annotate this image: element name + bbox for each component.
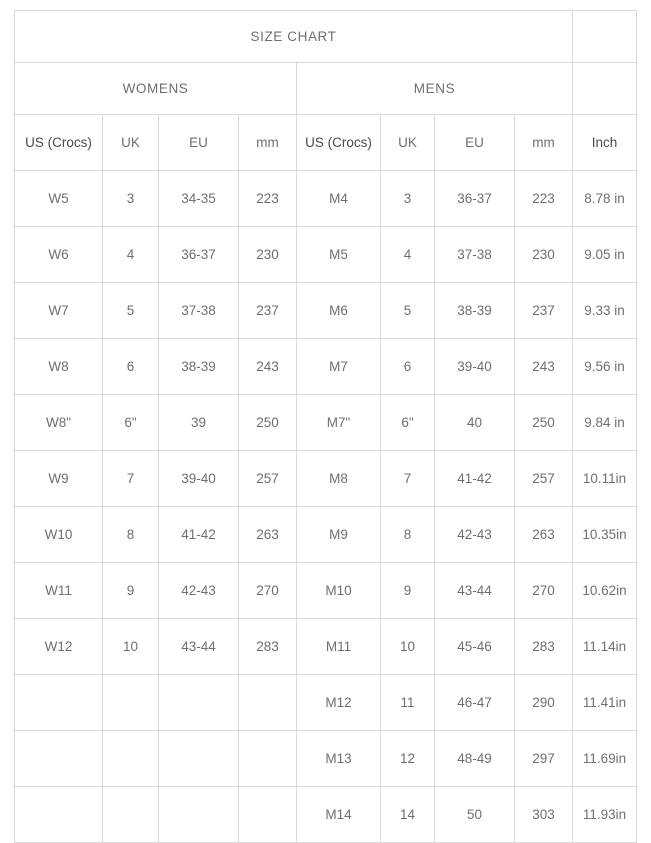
cell-womens-eu [159,675,239,731]
cell-womens-uk: 5 [103,283,159,339]
size-chart-body [15,11,637,843]
title-row [15,11,637,63]
cell-mens-uk: 12 [381,731,435,787]
cell-womens-mm: 270 [239,563,297,619]
cell-mens-mm: 263 [515,507,573,563]
cell-womens-us: W9 [15,451,103,507]
table-row [15,171,637,227]
header-womens-eu: EU [159,115,239,171]
cell-mens-eu: 36-37 [435,171,515,227]
group-mens: MENS [297,63,573,115]
header-mens-mm: mm [515,115,573,171]
cell-mens-uk: 9 [381,563,435,619]
cell-mens-uk: 5 [381,283,435,339]
cell-inch: 9.84 in [573,395,637,451]
cell-womens-us: W10 [15,507,103,563]
cell-mens-uk: 10 [381,619,435,675]
header-inch: Inch [573,115,637,171]
cell-inch: 9.33 in [573,283,637,339]
cell-womens-eu: 43-44 [159,619,239,675]
cell-womens-us: W8" [15,395,103,451]
cell-womens-uk: 4 [103,227,159,283]
cell-mens-mm: 257 [515,451,573,507]
cell-mens-mm: 223 [515,171,573,227]
cell-womens-us: W7 [15,283,103,339]
table-row [15,451,637,507]
cell-inch: 11.93in [573,787,637,843]
cell-womens-us: W6 [15,227,103,283]
table-row [15,227,637,283]
cell-mens-uk: 6" [381,395,435,451]
cell-inch: 10.62in [573,563,637,619]
table-row [15,619,637,675]
cell-womens-us: W5 [15,171,103,227]
cell-mens-us: M7 [297,339,381,395]
cell-womens-mm [239,731,297,787]
cell-mens-mm: 250 [515,395,573,451]
cell-inch: 9.56 in [573,339,637,395]
cell-mens-us: M13 [297,731,381,787]
cell-mens-us: M11 [297,619,381,675]
cell-womens-uk: 6 [103,339,159,395]
header-mens-uk: UK [381,115,435,171]
cell-womens-eu [159,731,239,787]
cell-womens-mm: 257 [239,451,297,507]
cell-inch: 11.14in [573,619,637,675]
cell-mens-uk: 11 [381,675,435,731]
cell-mens-mm: 237 [515,283,573,339]
cell-womens-mm: 237 [239,283,297,339]
cell-womens-uk: 6" [103,395,159,451]
header-mens-eu: EU [435,115,515,171]
table-row [15,507,637,563]
cell-mens-uk: 6 [381,339,435,395]
table-row [15,787,637,843]
cell-mens-eu: 43-44 [435,563,515,619]
cell-womens-us [15,675,103,731]
cell-mens-mm: 230 [515,227,573,283]
cell-mens-eu: 40 [435,395,515,451]
cell-mens-eu: 45-46 [435,619,515,675]
cell-mens-us: M14 [297,787,381,843]
cell-womens-eu: 41-42 [159,507,239,563]
cell-mens-eu: 48-49 [435,731,515,787]
cell-mens-mm: 270 [515,563,573,619]
cell-womens-mm [239,787,297,843]
table-row [15,675,637,731]
cell-mens-uk: 7 [381,451,435,507]
cell-inch: 9.05 in [573,227,637,283]
group-row-spacer [573,63,637,115]
cell-mens-eu: 39-40 [435,339,515,395]
cell-mens-uk: 4 [381,227,435,283]
table-row [15,283,637,339]
cell-womens-uk: 9 [103,563,159,619]
cell-womens-eu: 39-40 [159,451,239,507]
cell-womens-mm: 230 [239,227,297,283]
header-womens-us: US (Crocs) [15,115,103,171]
cell-mens-us: M9 [297,507,381,563]
cell-womens-us [15,787,103,843]
cell-mens-us: M7" [297,395,381,451]
cell-womens-us [15,731,103,787]
cell-inch: 10.11in [573,451,637,507]
header-row [15,115,637,171]
cell-mens-eu: 37-38 [435,227,515,283]
cell-mens-mm: 297 [515,731,573,787]
cell-womens-eu: 42-43 [159,563,239,619]
title-row-spacer [573,11,637,63]
cell-mens-us: M10 [297,563,381,619]
group-row [15,63,637,115]
cell-womens-uk: 10 [103,619,159,675]
cell-womens-mm: 263 [239,507,297,563]
cell-mens-uk: 14 [381,787,435,843]
cell-womens-mm: 250 [239,395,297,451]
cell-womens-mm: 243 [239,339,297,395]
table-row [15,395,637,451]
cell-mens-eu: 46-47 [435,675,515,731]
cell-womens-uk [103,731,159,787]
header-womens-mm: mm [239,115,297,171]
size-chart-table [14,10,637,843]
cell-mens-eu: 50 [435,787,515,843]
cell-womens-us: W8 [15,339,103,395]
table-row [15,731,637,787]
group-womens: WOMENS [15,63,297,115]
cell-womens-eu [159,787,239,843]
chart-title: SIZE CHART [15,11,573,63]
table-row [15,339,637,395]
cell-womens-eu: 39 [159,395,239,451]
cell-inch: 10.35in [573,507,637,563]
cell-womens-uk: 3 [103,171,159,227]
table-row [15,563,637,619]
cell-mens-eu: 42-43 [435,507,515,563]
cell-mens-us: M6 [297,283,381,339]
cell-mens-uk: 8 [381,507,435,563]
cell-inch: 8.78 in [573,171,637,227]
cell-mens-mm: 303 [515,787,573,843]
header-womens-uk: UK [103,115,159,171]
cell-inch: 11.69in [573,731,637,787]
cell-inch: 11.41in [573,675,637,731]
cell-womens-eu: 36-37 [159,227,239,283]
cell-mens-eu: 38-39 [435,283,515,339]
cell-mens-uk: 3 [381,171,435,227]
cell-womens-eu: 34-35 [159,171,239,227]
cell-womens-eu: 38-39 [159,339,239,395]
cell-mens-us: M8 [297,451,381,507]
header-mens-us: US (Crocs) [297,115,381,171]
cell-mens-eu: 41-42 [435,451,515,507]
cell-womens-us: W12 [15,619,103,675]
cell-mens-mm: 243 [515,339,573,395]
cell-womens-eu: 37-38 [159,283,239,339]
cell-womens-mm [239,675,297,731]
cell-mens-mm: 290 [515,675,573,731]
cell-womens-mm: 283 [239,619,297,675]
cell-mens-us: M5 [297,227,381,283]
cell-mens-us: M12 [297,675,381,731]
cell-mens-us: M4 [297,171,381,227]
cell-womens-uk: 8 [103,507,159,563]
cell-womens-uk: 7 [103,451,159,507]
cell-womens-uk [103,675,159,731]
cell-womens-uk [103,787,159,843]
cell-mens-mm: 283 [515,619,573,675]
cell-womens-us: W11 [15,563,103,619]
cell-womens-mm: 223 [239,171,297,227]
